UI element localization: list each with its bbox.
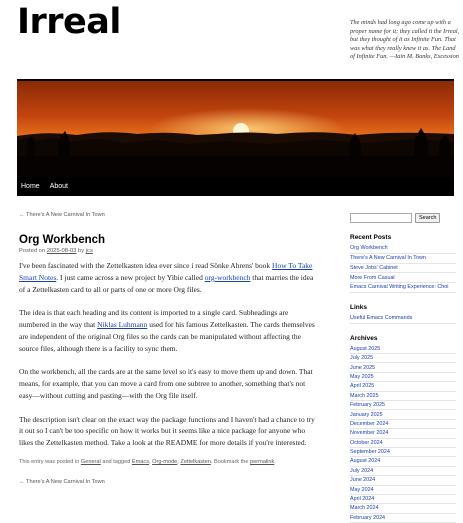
utility-text-d: . [274,458,276,465]
recent-post-link[interactable]: Emacs Carnival Writing Experience: Choi [350,284,449,291]
archive-link[interactable]: February 2025 [350,402,386,409]
post-date-link[interactable]: 2025-08-03 [46,248,77,254]
archive-link[interactable]: August 2024 [350,458,381,465]
post-author-link[interactable]: jcs [85,248,93,254]
archive-link[interactable]: October 2024 [350,439,383,446]
list-item [350,244,456,254]
category-general-link[interactable]: General [80,458,101,465]
archive-link[interactable]: April 2024 [350,496,375,503]
p1-text-b: . I just came across a new project by Yibie called [56,272,205,282]
utility-text-c: . Bookmark the [210,458,251,465]
post-body [19,260,319,449]
archive-link[interactable]: December 2024 [350,420,389,427]
search-input[interactable] [350,213,412,223]
tag-zettelkasten-link[interactable]: Zettelkasten [180,458,211,465]
next-post-link[interactable]: ← There's A New Carnival In Town [19,478,105,485]
utility-sep-2: , [177,458,181,465]
list-item [350,264,456,274]
main-nav [17,177,454,196]
paragraph-4: The description isn't clear on the exact way the package functions and I haven't had a chance to try it out so I can't be too specific on how it works but it seems like a nice package for anyone who likes the Zettelkasten method. Take a look at the README for more details if you're interested. [19,414,315,448]
recent-post-link[interactable]: Org Workbench [350,245,388,252]
archive-link[interactable]: August 2025 [350,345,381,352]
prev-post-link[interactable]: ← There's A New Carnival In Town [19,212,105,218]
utility-text-b: and tagged [100,458,132,465]
list-item [350,486,456,495]
smart-notes-link[interactable]: How To Take Smart Notes [19,261,313,282]
list-item [350,457,456,466]
site-title[interactable]: Irreal [17,2,121,42]
search-button[interactable]: Search [415,213,440,223]
archive-link[interactable]: September 2024 [350,449,390,456]
paragraph-1 [19,260,319,296]
list-item [350,467,456,476]
list-item [350,514,456,523]
archive-link[interactable]: April 2025 [350,383,375,390]
post-footer-utility [19,459,319,465]
recent-post-link[interactable]: More From Casual [350,274,395,281]
recent-post-link[interactable]: Steve Jobs' Cabinet [350,264,398,271]
archive-link[interactable]: June 2025 [350,364,376,371]
list-item [350,283,456,293]
org-workbench-link[interactable]: org-workbench [204,272,251,282]
useful-emacs-commands-link[interactable]: Useful Emacs Commands [350,315,413,322]
archive-link[interactable]: July 2025 [350,355,374,362]
tag-emacs-link[interactable]: Emacs [131,458,149,465]
sidebar [350,213,456,523]
list-item [350,354,456,363]
meta-by: by [78,248,85,254]
meta-prefix: Posted on [19,248,46,254]
tag-org-mode-link[interactable]: Org-mode [152,458,178,465]
niklas-luhmann-link[interactable]: Niklas Luhmann [97,320,148,330]
paragraph-2 [19,307,319,355]
archives-title: Archives [350,334,378,342]
list-item [350,448,456,457]
archive-link[interactable]: June 2024 [350,477,376,484]
site-tagline: The minds had long ago come up with a proper name for it; they called it the Irreal, but they thought of it as Infinite Fun. That was what they really knew it as. The Land of Infinite Fun. —Iain M. Banks, Excession [350,19,460,61]
post-title[interactable]: Org Workbench [19,234,106,246]
list-item [350,476,456,485]
list-item [350,363,456,372]
links-title: Links [350,303,367,311]
list-item [350,392,456,401]
list-item [350,504,456,513]
post-nav-bottom [19,479,319,485]
archives-widget [350,335,456,523]
post-nav-top [19,212,319,218]
list-item [350,345,456,354]
p2-text-b: used for his famous Zettelkasten. The cards themselves are independent of the original Org files so the cards can be manipulated without affecting the source files, although there is a facility to sync them. [19,320,315,353]
nav-about-link[interactable]: About [49,183,68,190]
list-item [350,373,456,382]
utility-sep-1: , [149,458,153,465]
archive-link[interactable]: March 2025 [350,392,379,399]
post-meta [19,248,319,254]
nav-home-link[interactable]: Home [21,183,40,190]
p1-text-c: that marries the idea of a Zettelkasten card to all or parts of one or more Org files. [19,272,314,294]
p2-text-a: The idea is that each heading and its content is imported to a single card. Subheadings are numbered in the way that [19,308,289,330]
permalink-link[interactable]: permalink [250,458,275,465]
search-form [350,213,456,223]
recent-posts-title: Recent Posts [350,234,392,241]
archive-link[interactable]: May 2024 [350,486,374,493]
p1-text-a: I've been fascinated with the Zettelkasten idea ever since i read Sönke Ahrens' book [19,261,273,270]
list-item [350,429,456,438]
list-item [350,410,456,419]
archive-link[interactable]: March 2024 [350,505,379,512]
recent-post-link[interactable]: There's A New Carnival In Town [350,254,426,261]
archive-link[interactable]: January 2025 [350,411,383,418]
paragraph-3: On the workbench, all the cards are at the same level so it's easy to move them up and down. That means, for example, that you can move a card from one subtree to another, something that's not easy—without cutting and pasting—with the Org file itself. [19,367,313,401]
list-item [350,439,456,448]
utility-text-a: This entry was posted in [19,458,81,465]
recent-posts-widget [350,234,456,293]
archive-link[interactable]: May 2025 [350,373,374,380]
list-item [350,314,456,324]
list-item [350,273,456,283]
main-content [19,212,319,485]
header-banner-image [17,79,454,179]
archive-link[interactable]: November 2024 [350,430,389,437]
archive-link[interactable]: July 2024 [350,467,374,474]
list-item [350,382,456,391]
list-item [350,401,456,410]
list-item [350,420,456,429]
links-widget [350,304,456,324]
archive-link[interactable]: February 2024 [350,514,386,521]
list-item [350,254,456,264]
